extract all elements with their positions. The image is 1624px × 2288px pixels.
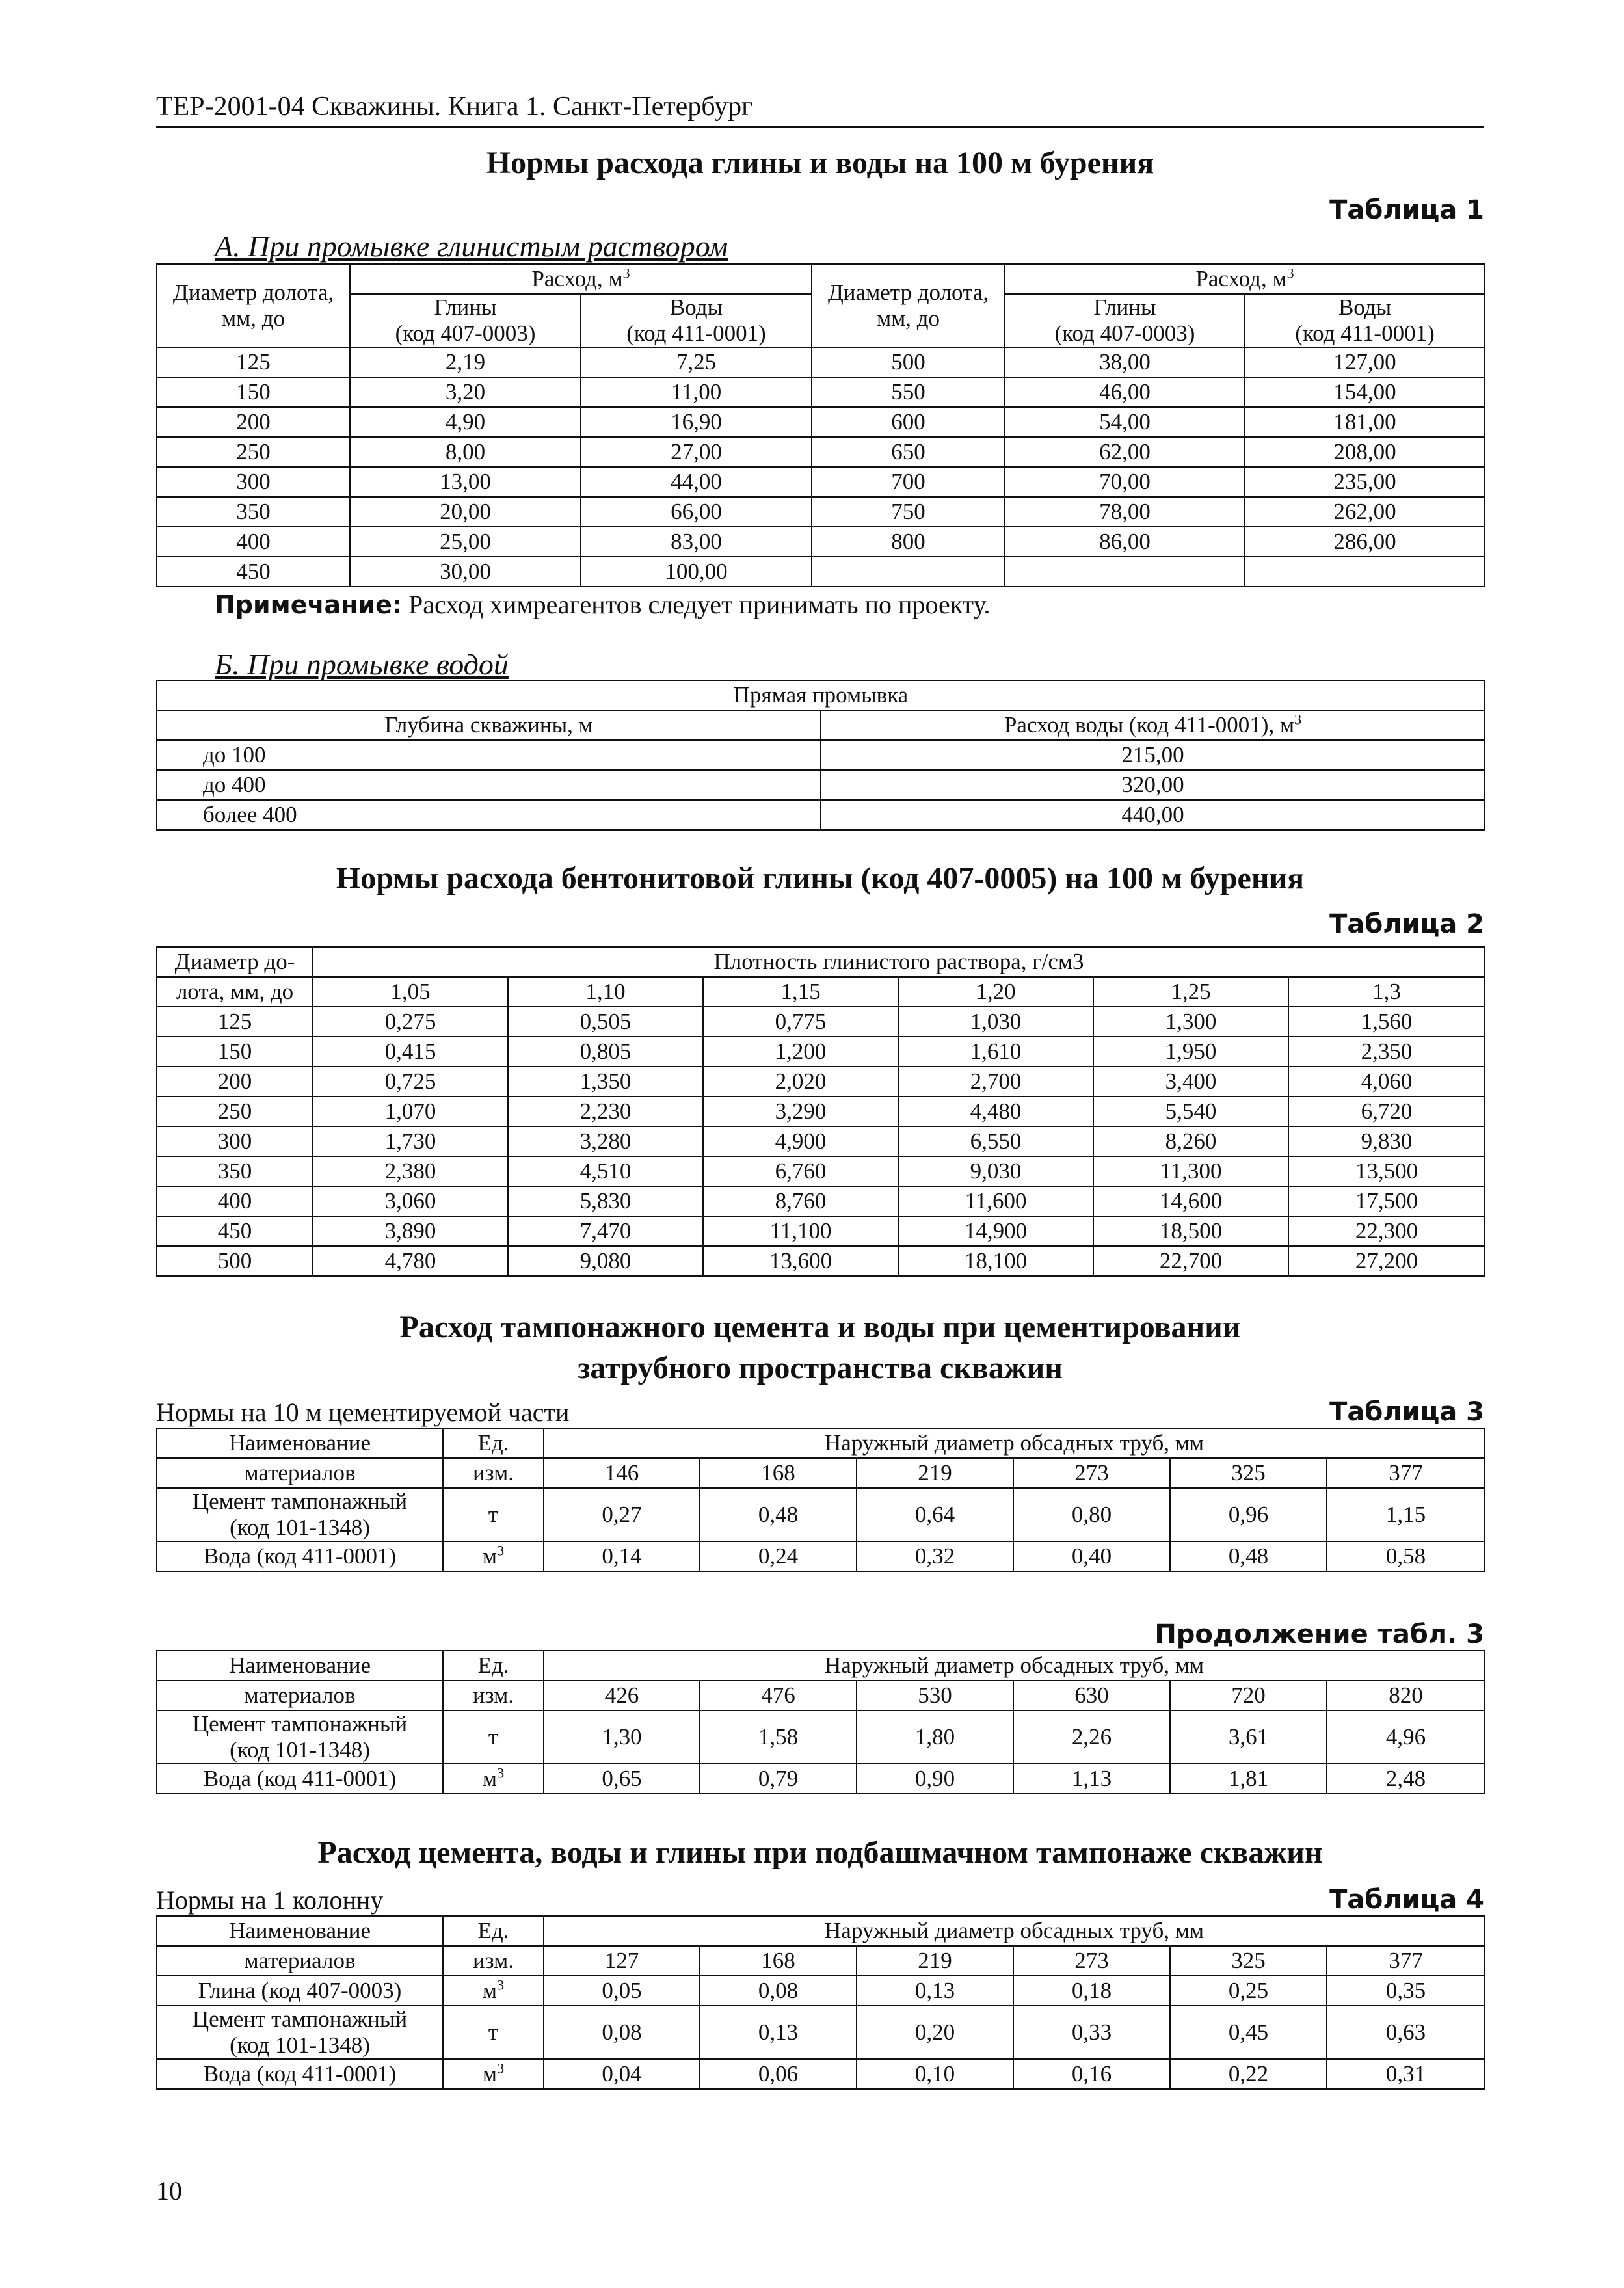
t3b-row-cement [157,1710,1485,1764]
table-cell: 1,610 [898,1037,1093,1067]
table-cell: 4,480 [898,1097,1093,1126]
table-cell: 150 [157,1037,313,1067]
table-cell: 3,61 [1170,1710,1327,1764]
running-header: ТЕР-2001-04 Скважины. Книга 1. Санкт-Петербург [156,91,1484,128]
table-cell: 450 [157,1216,313,1246]
table-cell: материалов [157,1946,443,1976]
table-cell: 400 [157,1186,313,1216]
t3a-head-name: Наименование [157,1428,443,1458]
table4-title: Расход цемента, воды и глины при подбашмачном тампонаже скважин [317,1835,1323,1870]
table-cell: 273 [1013,1458,1170,1488]
table-cell: 0,415 [313,1037,508,1067]
material-unit: $м^3$ [443,1541,544,1571]
table-cell: 18,100 [898,1246,1093,1276]
table-cell: 0,22 [1170,2059,1327,2089]
table-cell: 9,080 [508,1246,703,1276]
table-cell: 700 [812,467,1005,497]
table-cell: 6,720 [1288,1097,1485,1126]
table-cell: 3,20 [350,377,581,407]
table-cell [1005,557,1245,587]
table-row [157,377,1485,407]
table-cell: 0,725 [313,1067,508,1097]
table-cell: 215,00 [821,740,1485,770]
table-cell: 9,830 [1288,1126,1485,1156]
table-cell: 1,560 [1288,1007,1485,1037]
table-cell: 86,00 [1005,527,1245,557]
table-cell: 7,470 [508,1216,703,1246]
t3b-head-name: Наименование [157,1651,443,1681]
table-row [157,497,1485,527]
t1b-col1: Глубина скважины, м [157,710,821,740]
table-cell: 820 [1327,1681,1485,1710]
table-cell: 350 [157,497,350,527]
t1-head-gliny: Глины (код 407-0003) [350,294,581,347]
table-cell: 11,600 [898,1186,1093,1216]
table-cell [1245,557,1485,587]
material-name: Цемент тампонажный (код 101-1348) [157,2006,443,2059]
t3b-head-diam: Наружный диаметр обсадных труб, мм [544,1651,1485,1681]
table-cell: 200 [157,407,350,437]
table1b [156,680,1485,831]
t1-head-vody: Воды (код 411-0001) [581,294,812,347]
table-cell: 219 [857,1946,1013,1976]
table-cell: 300 [157,467,350,497]
table4 [156,1915,1485,2090]
t1-head-vody2: Воды (код 411-0001) [1245,294,1485,347]
table-cell: 17,500 [1288,1186,1485,1216]
table-cell: 11,100 [703,1216,898,1246]
table-cell: 350 [157,1156,313,1186]
table-cell: 0,79 [700,1764,857,1794]
table-cell: 1,950 [1093,1037,1288,1067]
table-cell: 325 [1170,1458,1327,1488]
table-cell: 0,18 [1013,1976,1170,2006]
table-cell: 2,350 [1288,1037,1485,1067]
table-cell: 208,00 [1245,437,1485,467]
table-cell: 11,300 [1093,1156,1288,1186]
table-cell: 2,700 [898,1067,1093,1097]
table-cell: 800 [812,527,1005,557]
table-cell: 0,13 [700,2006,857,2059]
table-cell: 530 [857,1681,1013,1710]
table-cell: лота, мм, до [157,977,313,1007]
table-cell: 25,00 [350,527,581,557]
table-cell: 3,060 [313,1186,508,1216]
table-row [157,1067,1485,1097]
table-cell: 0,35 [1327,1976,1485,2006]
table-row [157,1216,1485,1246]
table-row [157,1097,1485,1126]
table-cell: 27,200 [1288,1246,1485,1276]
table-cell: до 100 [157,740,821,770]
table-cell: 4,060 [1288,1067,1485,1097]
t1b-head: Прямая промывка [157,680,1485,710]
material-name: Глина (код 407-0003) [157,1976,443,2006]
table-cell: 125 [157,347,350,377]
table-cell: 2,19 [350,347,581,377]
table1-note: Примечание: Расход химреагентов следует принимать по проекту. [215,590,991,619]
table-cell: 273 [1013,1946,1170,1976]
table-cell: 6,550 [898,1126,1093,1156]
table-cell: 219 [857,1458,1013,1488]
table-cell: 78,00 [1005,497,1245,527]
table-cell: 0,10 [857,2059,1013,2089]
table-cell: 2,48 [1327,1764,1485,1794]
table-cell: 630 [1013,1681,1170,1710]
table-cell: 54,00 [1005,407,1245,437]
t3a-head-diam: Наружный диаметр обсадных труб, мм [544,1428,1485,1458]
t1-head-rashod2: Расход, $м^3$ [1005,264,1485,294]
table-cell: 1,13 [1013,1764,1170,1794]
table-cell: 30,00 [350,557,581,587]
table-cell: 1,300 [1093,1007,1288,1037]
table-cell: 286,00 [1245,527,1485,557]
table-cell: 1,350 [508,1067,703,1097]
table-cell: 4,96 [1327,1710,1485,1764]
t3b-head-unit: Ед. [443,1651,544,1681]
t2-head-dens: Плотность глинистого раствора, г/см3 [313,947,1485,977]
table-cell: 1,30 [544,1710,700,1764]
table-cell: изм. [443,1946,544,1976]
t2-head-diam1: Диаметр до- [157,947,313,977]
table-cell: 0,45 [1170,2006,1327,2059]
table2 [156,946,1485,1277]
table-cell: более 400 [157,800,821,830]
table-cell: 1,80 [857,1710,1013,1764]
table-cell: 0,16 [1013,2059,1170,2089]
table-cell: 1,030 [898,1007,1093,1037]
t1-head-diam2: Диаметр долота, мм, до [812,264,1005,347]
table-cell: 200 [157,1067,313,1097]
table-cell: 0,805 [508,1037,703,1067]
table-cell: 1,20 [898,977,1093,1007]
table-cell: 1,05 [313,977,508,1007]
material-unit: $м^3$ [443,1976,544,2006]
table-cell: 5,540 [1093,1097,1288,1126]
table-cell: 0,20 [857,2006,1013,2059]
table-cell: 100,00 [581,557,812,587]
t3b-head-cols [157,1681,1485,1710]
table-cell: 250 [157,437,350,467]
table-cell: 0,65 [544,1764,700,1794]
table-cell: 450 [157,557,350,587]
table-cell: 0,31 [1327,2059,1485,2089]
table3-continued-label: Продолжение табл. 3 [1154,1619,1484,1649]
table-cell: 8,260 [1093,1126,1288,1156]
table-cell: 1,070 [313,1097,508,1126]
table-row [157,557,1485,587]
table-cell: 2,380 [313,1156,508,1186]
t1b-col2: Расход воды (код 411-0001), $м^3$ [821,710,1485,740]
table-cell: 550 [812,377,1005,407]
table-cell: 0,27 [544,1488,700,1541]
t2-body [157,1007,1485,1276]
table-cell: изм. [443,1681,544,1710]
table-cell: 13,500 [1288,1156,1485,1186]
t1-body [157,347,1485,587]
t4-row-clay [157,1976,1485,2006]
table-row [157,1246,1485,1276]
table-cell: 426 [544,1681,700,1710]
table-row [157,1007,1485,1037]
table-cell: 3,290 [703,1097,898,1126]
page-number: 10 [156,2176,182,2205]
t1-head-rashod: Расход, $м^3$ [350,264,812,294]
t1-head-diam: Диаметр долота, мм, до [157,264,350,347]
table-cell: 62,00 [1005,437,1245,467]
table-cell: 3,400 [1093,1067,1288,1097]
table-cell: 4,90 [350,407,581,437]
table-cell: 9,030 [898,1156,1093,1186]
table-cell: 325 [1170,1946,1327,1976]
t4-head-cols [157,1946,1485,1976]
table-cell: 0,58 [1327,1541,1485,1571]
material-unit: $м^3$ [443,2059,544,2089]
table-cell: 0,48 [700,1488,857,1541]
table-cell: 146 [544,1458,700,1488]
table-cell: 0,96 [1170,1488,1327,1541]
table-cell: 0,13 [857,1976,1013,2006]
table-cell: 4,510 [508,1156,703,1186]
table3-title-1: Расход тампонажного цемента и воды при цементировании [399,1310,1241,1344]
table2-label: Таблица 2 [1329,909,1484,939]
table-cell: 20,00 [350,497,581,527]
material-name: Вода (код 411-0001) [157,1764,443,1794]
table-cell: материалов [157,1458,443,1488]
table-cell: 1,200 [703,1037,898,1067]
t1-head-gliny2: Глины (код 407-0003) [1005,294,1245,347]
table-cell: 6,760 [703,1156,898,1186]
table-cell: 377 [1327,1458,1485,1488]
table-cell: 300 [157,1126,313,1156]
table-cell: 0,80 [1013,1488,1170,1541]
table-cell: 650 [812,437,1005,467]
table-cell: 8,00 [350,437,581,467]
table-cell: 22,700 [1093,1246,1288,1276]
table-cell: 16,90 [581,407,812,437]
table3-title-2: затрубного пространства скважин [578,1351,1063,1385]
t4-head-name: Наименование [157,1916,443,1946]
table-cell: 377 [1327,1946,1485,1976]
table-cell: 0,06 [700,2059,857,2089]
table-cell: 1,58 [700,1710,857,1764]
table-cell: 0,64 [857,1488,1013,1541]
table-cell: 38,00 [1005,347,1245,377]
table-row [157,800,1485,830]
table1-label: Таблица 1 [1329,195,1484,225]
table-cell: 127,00 [1245,347,1485,377]
t3a-row-cement [157,1488,1485,1541]
table-cell: 0,25 [1170,1976,1327,2006]
table-cell: 440,00 [821,800,1485,830]
table-row [157,347,1485,377]
table-cell: 600 [812,407,1005,437]
table-cell: 1,81 [1170,1764,1327,1794]
table-cell: 400 [157,527,350,557]
table-cell: 500 [157,1246,313,1276]
table-cell: 1,730 [313,1126,508,1156]
table1-title: Нормы расхода глины и воды на 100 м бурения [486,146,1154,180]
table-cell: 1,15 [703,977,898,1007]
table-cell: 0,505 [508,1007,703,1037]
table-cell: 150 [157,377,350,407]
table-cell: 1,15 [1327,1488,1485,1541]
table-cell: 11,00 [581,377,812,407]
table-cell: 168 [700,1946,857,1976]
table-cell: 27,00 [581,437,812,467]
table3-norm: Нормы на 10 м цементируемой части [156,1398,570,1427]
table1a [156,263,1485,587]
table3-label: Таблица 3 [1329,1397,1484,1427]
table-cell: 3,280 [508,1126,703,1156]
table-cell: 2,020 [703,1067,898,1097]
table-row [157,770,1485,800]
table-row [157,1156,1485,1186]
table2-title: Нормы расхода бентонитовой глины (код 407-0005) на 100 м бурения [336,861,1305,896]
table-cell: 0,775 [703,1007,898,1037]
table-cell: 235,00 [1245,467,1485,497]
table-cell: 4,900 [703,1126,898,1156]
table-cell: 66,00 [581,497,812,527]
table-cell: 0,275 [313,1007,508,1037]
table-cell: 0,32 [857,1541,1013,1571]
table-cell: 750 [812,497,1005,527]
material-name: Цемент тампонажный (код 101-1348) [157,1488,443,1541]
table-cell: материалов [157,1681,443,1710]
table-cell: 168 [700,1458,857,1488]
table-cell: 70,00 [1005,467,1245,497]
table-cell: 125 [157,1007,313,1037]
table-cell [812,557,1005,587]
table-cell: 262,00 [1245,497,1485,527]
table-cell: 154,00 [1245,377,1485,407]
table-cell: 0,24 [700,1541,857,1571]
table-row [157,527,1485,557]
material-name: Цемент тампонажный (код 101-1348) [157,1710,443,1764]
table-cell: 7,25 [581,347,812,377]
table-cell: 127 [544,1946,700,1976]
table-cell: 0,63 [1327,2006,1485,2059]
material-unit: $м^3$ [443,1764,544,1794]
table1-subtitle-b: Б. При промывке водой [215,648,509,681]
table-row [157,740,1485,770]
t4-row-water [157,2059,1485,2089]
table-cell: 0,08 [700,1976,857,2006]
table-cell: 83,00 [581,527,812,557]
table-cell: 476 [700,1681,857,1710]
table-cell: 4,780 [313,1246,508,1276]
t4-row-cement [157,2006,1485,2059]
t2-head-cols [157,977,1485,1007]
material-name: Вода (код 411-0001) [157,2059,443,2089]
table-cell: 0,40 [1013,1541,1170,1571]
table4-label: Таблица 4 [1329,1885,1484,1915]
table-cell: 3,890 [313,1216,508,1246]
material-unit: т [443,1710,544,1764]
t4-head-diam: Наружный диаметр обсадных труб, мм [544,1916,1485,1946]
table3a [156,1428,1485,1572]
table-row [157,467,1485,497]
table-cell: до 400 [157,770,821,800]
table-cell: 1,10 [508,977,703,1007]
table-cell: 320,00 [821,770,1485,800]
t3a-head-unit: Ед. [443,1428,544,1458]
table-cell: 250 [157,1097,313,1126]
table-cell: 500 [812,347,1005,377]
table-cell: 0,48 [1170,1541,1327,1571]
table1-subtitle-a: А. При промывке глинистым раствором [215,230,728,263]
material-name: Вода (код 411-0001) [157,1541,443,1571]
t4-head-unit: Ед. [443,1916,544,1946]
table-cell: 720 [1170,1681,1327,1710]
table4-norm: Нормы на 1 колонну [156,1885,384,1915]
table-row [157,437,1485,467]
t3b-row-water [157,1764,1485,1794]
table-cell: 2,26 [1013,1710,1170,1764]
table-cell: изм. [443,1458,544,1488]
table-cell: 0,14 [544,1541,700,1571]
table-cell: 14,900 [898,1216,1093,1246]
table-cell: 22,300 [1288,1216,1485,1246]
t3a-head-cols [157,1458,1485,1488]
table3b [156,1650,1485,1794]
table-cell: 44,00 [581,467,812,497]
table-cell: 13,600 [703,1246,898,1276]
table-row [157,1186,1485,1216]
table-cell: 0,33 [1013,2006,1170,2059]
table-cell: 0,90 [857,1764,1013,1794]
table-cell: 0,05 [544,1976,700,2006]
table-row [157,1126,1485,1156]
table-cell: 14,600 [1093,1186,1288,1216]
material-unit: т [443,2006,544,2059]
table-cell: 1,25 [1093,977,1288,1007]
table-cell: 2,230 [508,1097,703,1126]
table-cell: 18,500 [1093,1216,1288,1246]
table-cell: 5,830 [508,1186,703,1216]
table-cell: 0,08 [544,2006,700,2059]
t1b-body [157,740,1485,830]
table-cell: 181,00 [1245,407,1485,437]
t3a-row-water [157,1541,1485,1571]
table-cell: 13,00 [350,467,581,497]
table-cell: 0,04 [544,2059,700,2089]
table-cell: 1,3 [1288,977,1485,1007]
table-cell: 46,00 [1005,377,1245,407]
material-unit: т [443,1488,544,1541]
table-row [157,1037,1485,1067]
table-cell: 8,760 [703,1186,898,1216]
table-row [157,407,1485,437]
